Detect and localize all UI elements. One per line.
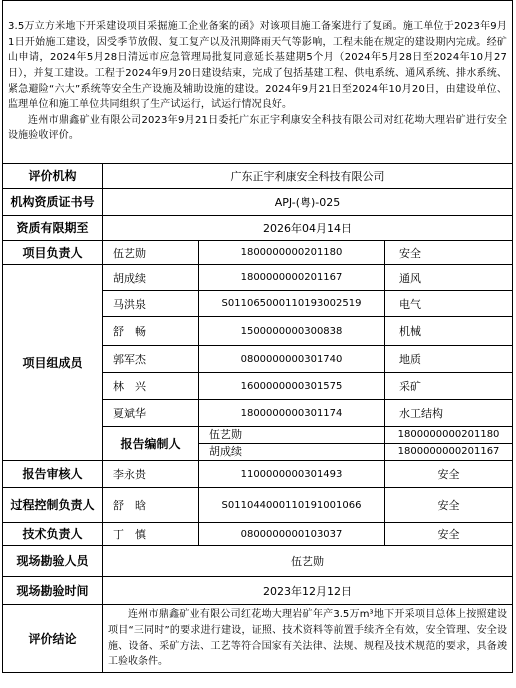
member-name: 郭军杰 xyxy=(103,346,199,373)
report-author-name: 伍艺勋 xyxy=(199,427,384,444)
cert-row xyxy=(3,189,513,216)
site-time-row xyxy=(3,577,513,605)
cert-value: APJ-(粤)-025 xyxy=(103,189,513,216)
member-name: 舒 畅 xyxy=(103,317,199,346)
leader-row xyxy=(3,241,513,265)
member-specialty: 通风 xyxy=(385,265,513,291)
report-author-name: 胡成续 xyxy=(209,445,242,458)
member-specialty: 机械 xyxy=(385,317,513,346)
conclusion-cell xyxy=(103,605,513,673)
reviewer-row xyxy=(3,461,513,488)
tech-specialty: 安全 xyxy=(385,523,513,546)
member-number: 1600000000301575 xyxy=(199,373,385,400)
member-number: 1800000000301174 xyxy=(199,400,385,427)
eval-org-value: 广东正宇利康安全科技有限公司 xyxy=(103,164,513,189)
cert-label: 机构资质证书号 xyxy=(3,189,103,216)
process-row xyxy=(3,488,513,523)
conclusion-row xyxy=(3,605,513,673)
site-person-label: 现场勘验人员 xyxy=(3,546,103,577)
member-number: 1800000000201167 xyxy=(199,265,385,291)
tech-label: 技术负责人 xyxy=(3,523,103,546)
leader-specialty: 安全 xyxy=(385,241,513,265)
member-specialty: 地质 xyxy=(385,346,513,373)
validity-value: 2026年04月14日 xyxy=(103,216,513,241)
intro-row xyxy=(3,1,513,164)
member-specialty: 电气 xyxy=(385,291,513,317)
process-name: 舒 晗 xyxy=(103,488,199,523)
member-name: 胡成续 xyxy=(103,265,199,291)
report-author-label: 报告编制人 xyxy=(103,427,199,461)
reviewer-specialty: 安全 xyxy=(385,461,513,488)
process-specialty: 安全 xyxy=(385,488,513,523)
member-specialty: 水工结构 xyxy=(385,400,513,427)
tech-row xyxy=(3,523,513,546)
member-name: 林 兴 xyxy=(103,373,199,400)
site-time-label: 现场勘验时间 xyxy=(3,577,103,605)
member-number: 1500000000300838 xyxy=(199,317,385,346)
conclusion-label: 评价结论 xyxy=(3,605,103,673)
member-number: S011065000110193002519 xyxy=(199,291,385,317)
reviewer-number: 1100000000301493 xyxy=(199,461,385,488)
conclusion-text: 连州市鼎鑫矿业有限公司红花坳大理岩矿年产3.5万m³地下开采项目总体上按照建设项目“三同时”的要求进行建设，证照、技术资料等前置手续齐全有效，安全管理、安全设施、设备、采矿方法、工艺等符合国家有关法律、法规、规程及技术规范的要求，具备竣工验收条件。 xyxy=(108,609,508,668)
site-person-row xyxy=(3,546,513,577)
report-author-names xyxy=(199,427,385,461)
member-specialty: 采矿 xyxy=(385,373,513,400)
report-author-number: 1800000000201180 xyxy=(385,427,512,444)
process-number: S011044000110191001066 xyxy=(199,488,385,523)
members-label: 项目组成员 xyxy=(3,265,103,461)
leader-label: 项目负责人 xyxy=(3,241,103,265)
tech-number: 0800000000103037 xyxy=(199,523,385,546)
reviewer-label: 报告审核人 xyxy=(3,461,103,488)
validity-row xyxy=(3,216,513,241)
report-author-number: 1800000000201167 xyxy=(397,446,500,457)
eval-org-label: 评价机构 xyxy=(3,164,103,189)
eval-org-row xyxy=(3,164,513,189)
intro-paragraph-1: 3.5万立方米地下开采建设项目采掘施工企业备案的函》对该项目施工备案进行了复函。施工单位于2023年9月1日开始施工建设，因受季节放假、复工复产以及汛期降雨天气等影响，工程未能在规定的建设期内完成。经矿山申请，2024年5月28日清远市应急管理局批复同意延长基建期5个月（2024年5月28日至2024年10月27日），并复工建设。工程于2024年9月20日建设结束，完成了包括基建工程、供电系统、通风系统、排水系统、紧急避险“六大”系统等安全生产设施及辅助设施的建设。2024年9月21日至2024年10月20日，由建设单位、监理单位和施工单位共同组织了生产试运行，试运行情况良好。 xyxy=(8,21,508,111)
member-number: 0800000000301740 xyxy=(199,346,385,373)
leader-number: 1800000000201180 xyxy=(199,241,385,265)
project-description xyxy=(3,1,513,164)
validity-label: 资质有限期至 xyxy=(3,216,103,241)
report-author-numbers xyxy=(385,427,513,461)
member-name: 夏斌华 xyxy=(103,400,199,427)
tech-name: 丁 慎 xyxy=(103,523,199,546)
member-name: 马洪泉 xyxy=(103,291,199,317)
site-time-value: 2023年12月12日 xyxy=(103,577,513,605)
site-person-value: 伍艺勋 xyxy=(103,546,513,577)
reviewer-name: 李永贵 xyxy=(103,461,199,488)
member-row xyxy=(3,265,513,291)
intro-paragraph-2: 连州市鼎鑫矿业有限公司2023年9月21日委托广东正宇利康安全科技有限公司对红花坳大理岩矿进行安全设施验收评价。 xyxy=(8,114,508,142)
evaluation-info-table xyxy=(2,0,513,673)
process-label: 过程控制负责人 xyxy=(3,488,103,523)
leader-name: 伍艺勋 xyxy=(103,241,199,265)
